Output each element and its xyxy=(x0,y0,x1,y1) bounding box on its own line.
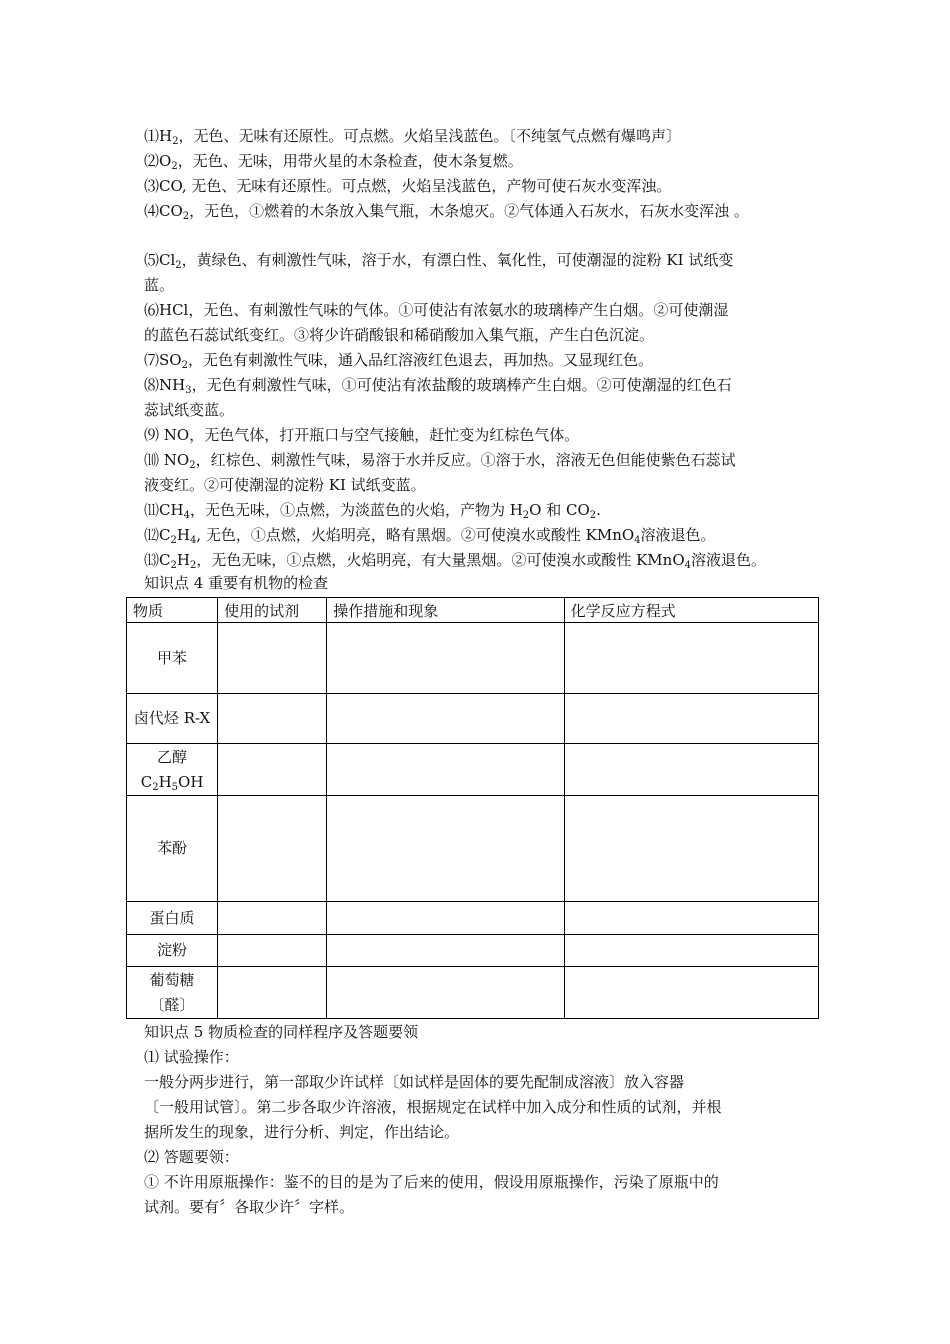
section5-sub1: ⑴ 试验操作： xyxy=(144,1048,239,1066)
equation-cell xyxy=(564,935,818,967)
reagent-cell xyxy=(218,967,327,1019)
equation-cell xyxy=(564,902,818,935)
gas-line-cl2_a: $⑸Cl_2$，黄绿色、有刺激性气味，溶于水，有漂白性、氧化性，可使潮湿的淀粉 KI 试纸变 xyxy=(144,251,734,271)
gas-line-no2_b: 液变红。②可使潮湿的淀粉 KI 试纸变蓝。 xyxy=(144,476,426,494)
equation-cell xyxy=(564,796,818,902)
reagent-cell xyxy=(218,694,327,744)
reagent-cell xyxy=(218,902,327,935)
table-row xyxy=(127,967,819,1019)
section5-p2-line1: ① 不许用原瓶操作：鉴不的目的是为了后来的使用，假设用原瓶操作，污染了原瓶中的 xyxy=(144,1173,719,1191)
gas-line-o2: $⑵O_2$，无色、无味，用带火星的木条检查，使木条复燃。 xyxy=(144,152,523,172)
section5-p2-line2: 试剂。要有〞各取少许〞字样。 xyxy=(144,1198,355,1216)
gas-line-c2h2: $⒀C_2H_2$，无色无味，①点燃，火焰明亮，有大量黑烟。②可使溴水或酸性 KMnO$_4$溶液退色。 xyxy=(144,551,767,571)
section5-p1-line3: 据所发生的现象，进行分析、判定，作出结论。 xyxy=(144,1123,460,1141)
table-row xyxy=(127,902,819,935)
reagent-cell xyxy=(218,935,327,967)
reagent-cell xyxy=(218,796,327,902)
header-substance: 物质 xyxy=(127,598,218,623)
substance-cell: 卤代烃 R-X xyxy=(127,694,218,744)
header-equation: 化学反应方程式 xyxy=(564,598,818,623)
organic-detection-table xyxy=(126,597,819,1019)
gas-line-hcl_b: 的蓝色石蕊试纸变红。③将少许硝酸银和稀硝酸加入集气瓶，产生白色沉淀。 xyxy=(144,326,655,344)
header-reagent: 使用的试剂 xyxy=(218,598,327,623)
gas-line-no2_a: ⑽ $NO_2$，红棕色、刺激性气味，易溶于水并反应。①溶于水，溶液无色但能使紫色石蕊试 xyxy=(144,451,736,471)
table-row xyxy=(127,623,819,694)
gas-line-hcl_a: ⑹HCl，无色、有刺激性气味的气体。①可使沾有浓氨水的玻璃棒产生白烟。②可使潮湿 xyxy=(144,301,729,319)
substance-cell: 淀粉 xyxy=(127,935,218,967)
gas-line-cl2_b: 蓝。 xyxy=(144,276,175,294)
section4-title: 知识点 4 重要有机物的检查 xyxy=(144,574,329,592)
operation-cell xyxy=(327,623,564,694)
substance-cell: 甲苯 xyxy=(127,623,218,694)
reagent-cell xyxy=(218,744,327,796)
substance-cell: 乙醇 $C_2H_5OH$ xyxy=(127,744,218,796)
gas-line-h2: $⑴H_2$，无色、无味有还原性。可点燃。火焰呈浅蓝色。〔不纯氢气点燃有爆鸣声〕 xyxy=(144,127,681,147)
gas-line-no: ⑼ NO，无色气体，打开瓶口与空气接触，赶忙变为红棕色气体。 xyxy=(144,426,580,444)
gas-line-nh3_a: $⑻NH_3$，无色有刺激性气味，①可使沾有浓盐酸的玻璃棒产生白烟。②可使潮湿的红色石 xyxy=(144,376,732,396)
table-row xyxy=(127,796,819,902)
gas-line-co: ⑶CO, 无色、无味有还原性。可点燃，火焰呈浅蓝色，产物可使石灰水变浑浊。 xyxy=(144,177,672,195)
substance-cell: 苯酚 xyxy=(127,796,218,902)
reagent-cell xyxy=(218,623,327,694)
gas-line-c2h4: $⑿C_2H_4$, 无色，①点燃，火焰明亮，略有黑烟。②可使溴水或酸性 KMnO$_4$溶液退色。 xyxy=(144,526,716,546)
substance-cell: 蛋白质 xyxy=(127,902,218,935)
gas-line-co2: $⑷CO_2$，无色，①燃着的木条放入集气瓶，木条熄灭。②气体通入石灰水，石灰水变浑浊 。 xyxy=(144,202,749,222)
section5-title: 知识点 5 物质检查的同样程序及答题要领 xyxy=(144,1023,419,1041)
operation-cell xyxy=(327,744,564,796)
header-operation: 操作措施和现象 xyxy=(327,598,564,623)
section5-p1-line2: 〔一般用试管〕。第二步各取少许溶液，根据规定在试样中加入成分和性质的试剂，并根 xyxy=(144,1098,722,1116)
gas-line-nh3_b: 蕊试纸变蓝。 xyxy=(144,401,235,419)
table-header-row xyxy=(127,598,819,623)
table-row xyxy=(127,694,819,744)
section5-sub2: ⑵ 答题要领： xyxy=(144,1148,239,1166)
section5-p1-line1: 一般分两步进行，第一部取少许试样〔如试样是固体的要先配制成溶液〕放入容器 xyxy=(144,1073,685,1091)
table-row xyxy=(127,935,819,967)
gas-line-so2: $⑺SO_2$，无色有刺激性气味，通入品红溶液红色退去，再加热。又显现红色。 xyxy=(144,351,653,371)
operation-cell xyxy=(327,902,564,935)
equation-cell xyxy=(564,694,818,744)
substance-cell: 葡萄糖 〔醛〕 xyxy=(127,967,218,1019)
operation-cell xyxy=(327,796,564,902)
operation-cell xyxy=(327,967,564,1019)
operation-cell xyxy=(327,694,564,744)
equation-cell xyxy=(564,967,818,1019)
gas-line-ch4: $⑾CH_4$，无色无味，①点燃，为淡蓝色的火焰，产物为 $H_2O$ 和 $CO_2$. xyxy=(144,501,601,521)
table-row xyxy=(127,744,819,796)
operation-cell xyxy=(327,935,564,967)
equation-cell xyxy=(564,744,818,796)
equation-cell xyxy=(564,623,818,694)
